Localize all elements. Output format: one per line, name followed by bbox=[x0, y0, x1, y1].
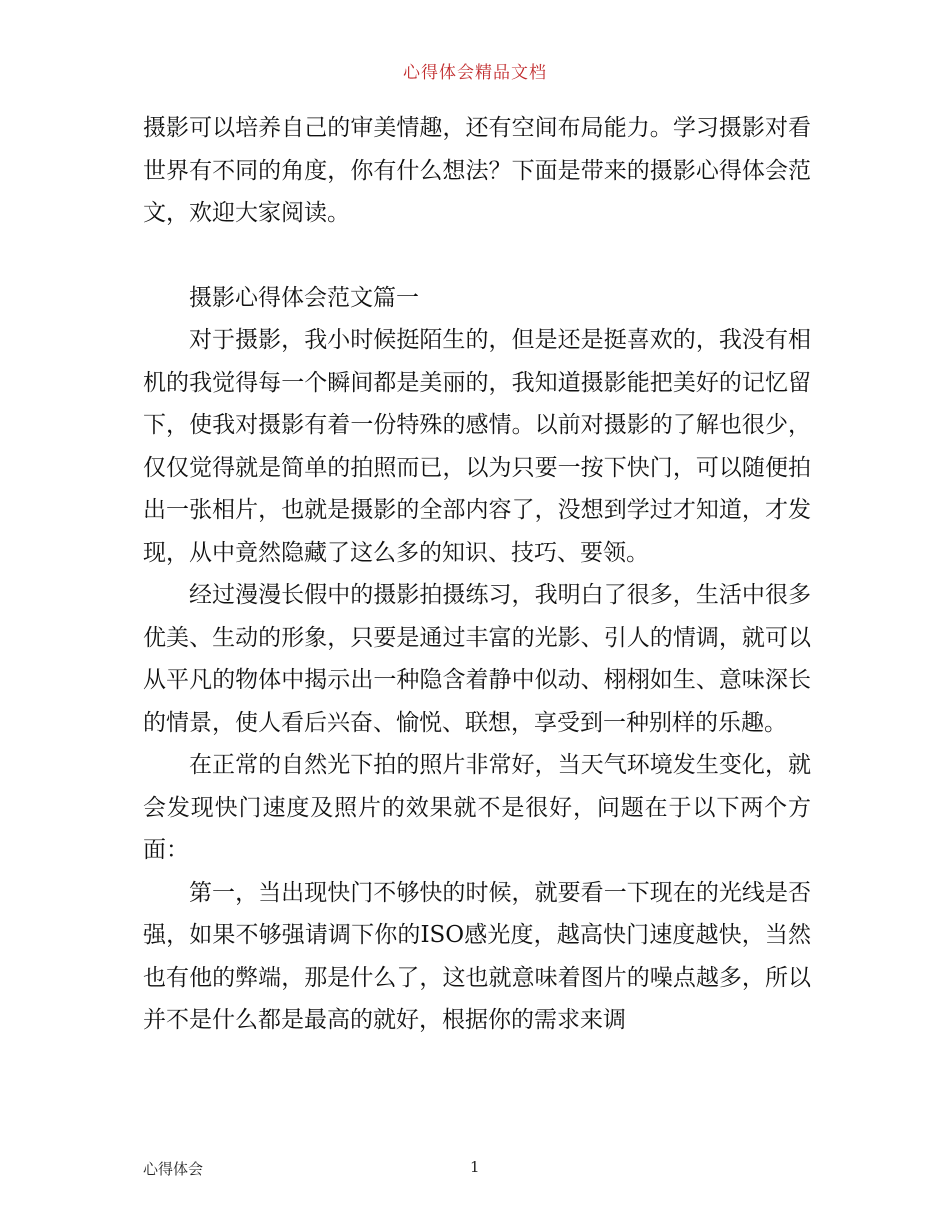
page-number: 1 bbox=[470, 1158, 480, 1176]
page-footer-label: 心得体会 bbox=[143, 1160, 204, 1178]
section-title: 摄影心得体会范文篇一 bbox=[189, 284, 419, 311]
page-header-title: 心得体会精品文档 bbox=[403, 63, 547, 83]
body-paragraph-3: 在正常的自然光下拍的照片非常好，当天气环境发生变化，就会发现快门速度及照片的效果就不是很好，问题在于以下两个方面： bbox=[143, 752, 811, 863]
body-paragraph-2: 经过漫漫长假中的摄影拍摄练习，我明白了很多，生活中很多优美、生动的形象，只要是通过丰富的光影、引人的情调，就可以从平凡的物体中揭示出一种隐含着静中似动、栩栩如生、意味深长的情景，使人看后兴奋、愉悦、联想，享受到一种别样的乐趣。 bbox=[143, 582, 811, 736]
body-paragraph-4: 第一，当出现快门不够快的时候，就要看一下现在的光线是否强，如果不够强请调下你的ISO感光度，越高快门速度越快，当然也有他的弊端，那是什么了，这也就意味着图片的噪点越多，所以并不是什么都是最高的就好，根据你的需求来调 bbox=[143, 879, 811, 1033]
body-paragraph-1: 对于摄影，我小时候挺陌生的，但是还是挺喜欢的，我没有相机的我觉得每一个瞬间都是美丽的，我知道摄影能把美好的记忆留下，使我对摄影有着一份特殊的感情。以前对摄影的了解也很少，仅仅觉得就是简单的拍照而已，以为只要一按下快门，可以随便拍出一张相片，也就是摄影的全部内容了，没想到学过才知道，才发现，从中竟然隐藏了这么多的知识、技巧、要领。 bbox=[143, 327, 811, 566]
paragraph-spacer bbox=[143, 235, 811, 277]
document-body bbox=[143, 107, 811, 1042]
intro-paragraph: 摄影可以培养自己的审美情趣，还有空间布局能力。学习摄影对看世界有不同的角度，你有什么想法？下面是带来的摄影心得体会范文，欢迎大家阅读。 bbox=[143, 115, 811, 226]
